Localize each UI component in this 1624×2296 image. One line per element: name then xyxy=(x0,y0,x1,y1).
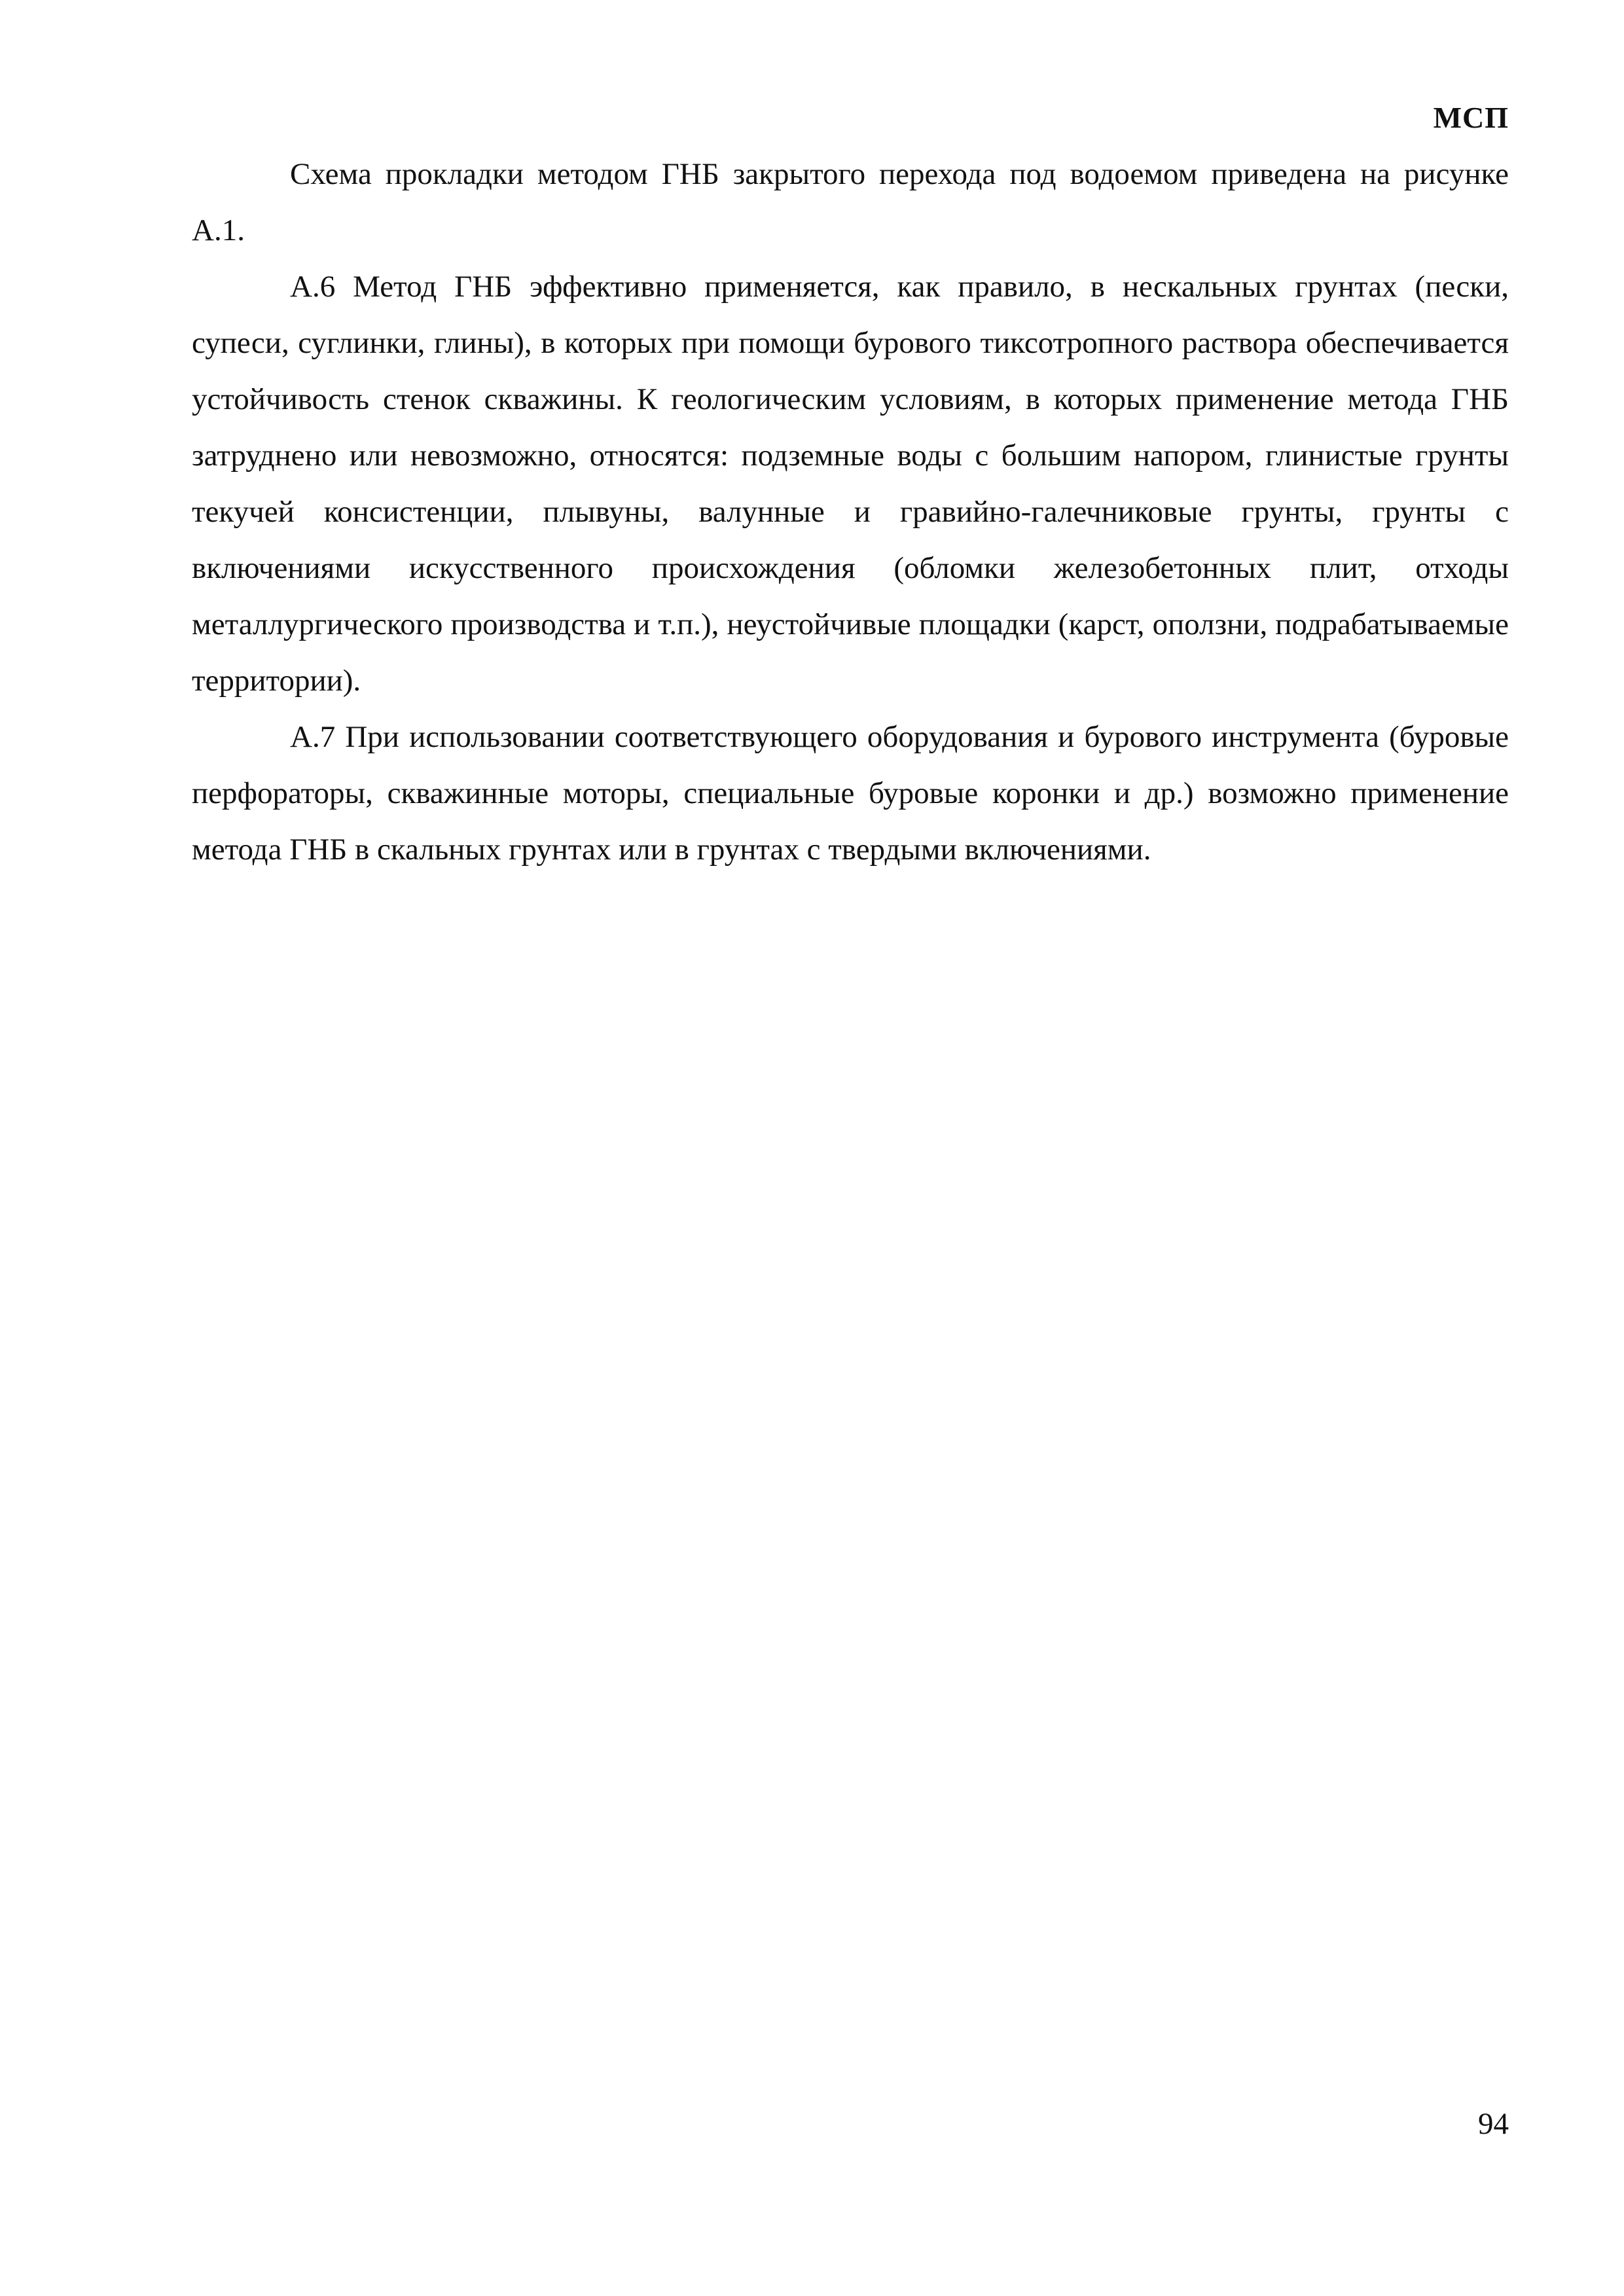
page-number: 94 xyxy=(1478,2107,1509,2141)
body-text xyxy=(192,146,1509,878)
paragraph-a7: А.7 При использовании соответствующего оборудования и бурового инструмента (буровые перфораторы, скважинные моторы, специальные буровые коронки и др.) возможно применение метода ГНБ в скальных грунтах или в грунтах с твердыми включениями. xyxy=(192,720,1509,867)
paragraph-scheme-reference: Схема прокладки методом ГНБ закрытого перехода под водоемом приведена на рисунке А.1. xyxy=(192,157,1509,247)
document-code-header: МСП xyxy=(1433,101,1509,134)
paragraph-a6: А.6 Метод ГНБ эффективно применяется, как правило, в нескальных грунтах (пески, супеси, суглинки, глины), в которых при помощи бурового тиксотропного раствора обеспечивается устойчивость стенок скважины. К геологическим условиям, в которых применение метода ГНБ затруднено или невозможно, относятся: подземные воды с большим напором, глинистые грунты текучей консистенции, плывуны, валунные и гравийно-галечниковые грунты, грунты с включениями искусственного происхождения (обломки железобетонных плит, отходы металлургического производства и т.п.), неустойчивые площадки (карст, оползни, подрабатываемые территории). xyxy=(192,270,1509,698)
